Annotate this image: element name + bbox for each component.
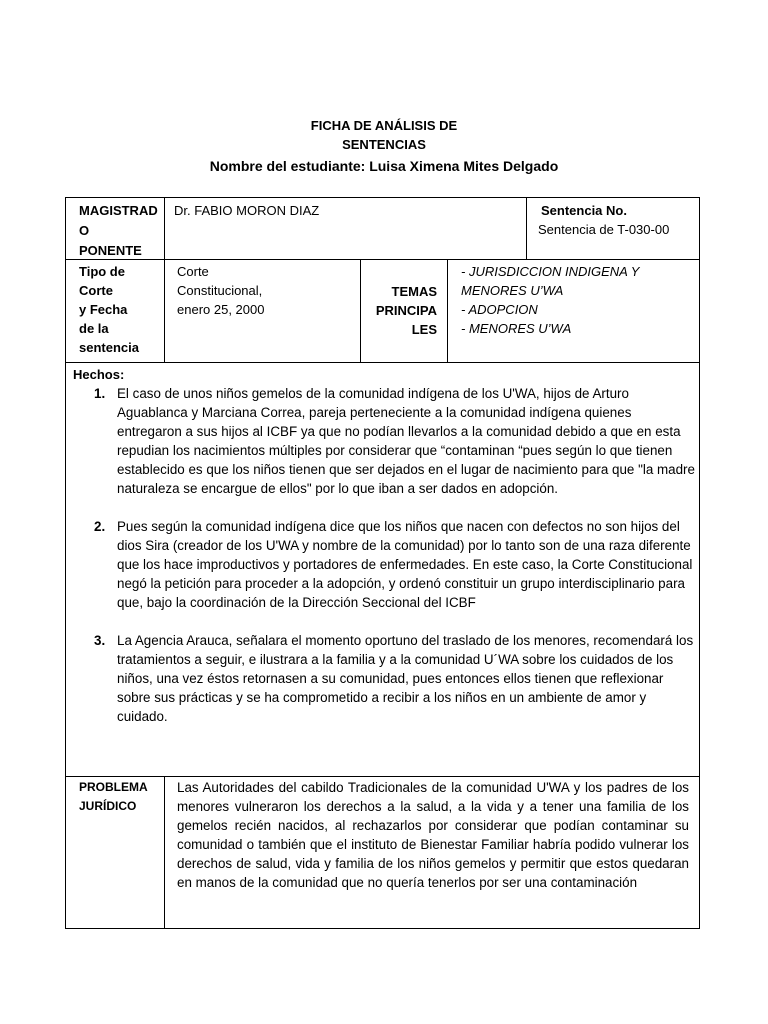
- tipo-corte-value: Corte Constitucional, enero 25, 2000: [177, 264, 265, 317]
- hechos-list: [65, 384, 697, 745]
- magistrado-label: MAGISTRAD O PONENTE: [79, 203, 158, 258]
- sentencia-label: Sentencia No.: [541, 203, 627, 218]
- list-item: [65, 517, 697, 612]
- temas-list: [461, 262, 661, 338]
- document-title-line2: SENTENCIAS: [342, 137, 426, 152]
- student-name: Nombre del estudiante: Luisa Ximena Mites Delgado: [209, 158, 559, 174]
- list-item-text: El caso de unos niños gemelos de la comunidad indígena de los U'WA, hijos de Arturo Aguablanca y Marciana Correa, pareja perteneciente a la comunidad indígena quienes entregaron a sus hijos al ICBF ya que no podían llevarlos a la comunidad debido a que en esta repudian los nacimientos múltiples por considerar que “contaminan “pues según lo que tienen establecido es que los niños tienen que ser dejados en el lugar de nacimiento para que "la madre naturaleza se encargue de ellos" por lo que iban a ser dados en adopción.: [117, 386, 695, 496]
- tema-item: - ADOPCION: [461, 302, 538, 317]
- list-item-number: 2.: [94, 519, 106, 534]
- temas-label: TEMAS PRINCIPA LES: [375, 284, 437, 337]
- tipo-corte-label: Tipo de Corte y Fecha de la sentencia: [79, 264, 139, 355]
- hechos-label: Hechos:: [73, 367, 125, 382]
- list-item-number: 1.: [94, 386, 106, 401]
- list-item-text: Pues según la comunidad indígena dice que los niños que nacen con defectos no son hijos del dios Sira (creador de los U'WA y nombre de la comunidad) por lo tanto son de una raza diferente que los hace improductivos y portadores de enfermedades. En este caso, la Corte Constitucional negó la petición para proceder a la adopción, y ordenó constituir un grupo interdisciplinario para que, bajo la coordinación de la Dirección Seccional del ICBF: [117, 519, 693, 610]
- problema-label: PROBLEMA JURÍDICO: [79, 780, 148, 813]
- document-title-line1: FICHA DE ANÁLISIS DE: [310, 118, 458, 133]
- list-item-number: 3.: [94, 633, 106, 648]
- magistrado-value: Dr. FABIO MORON DIAZ: [174, 203, 320, 218]
- tema-item: - JURISDICCION INDIGENA Y MENORES U’WA: [461, 264, 640, 298]
- list-item-text: La Agencia Arauca, señalara el momento oportuno del traslado de los menores, recomendará los tratamientos a seguir, e ilustrara a la familia y a la comunidad U´WA sobre los cuidados de los niños, una vez éstos retornasen a su comunidad, pues entonces ellos tienen que reflexionar sobre sus prácticas y se ha comprometido a recibir a los niños en un ambiente de amor y cuidado.: [117, 633, 694, 724]
- tema-item: - MENORES U’WA: [461, 321, 572, 336]
- list-item: [65, 631, 697, 726]
- problema-text: Las Autoridades del cabildo Tradicionales de la comunidad U'WA y los padres de los menores vulneraron los derechos a la salud, a la vida y a tener una familia de los gemelos recién nacidos, al rechazarlos por considerar que podían contaminar su comunidad o también que el instituto de Bienestar Familiar habría podido vulnerar los derechos de salud, vida y familia de los niños gemelos y permitir que estos quedaran en manos de la comunidad que no quería tenerlos por ser una contaminación: [177, 780, 689, 890]
- sentencia-value: Sentencia de T-030-00: [538, 222, 670, 237]
- list-item: [65, 384, 697, 498]
